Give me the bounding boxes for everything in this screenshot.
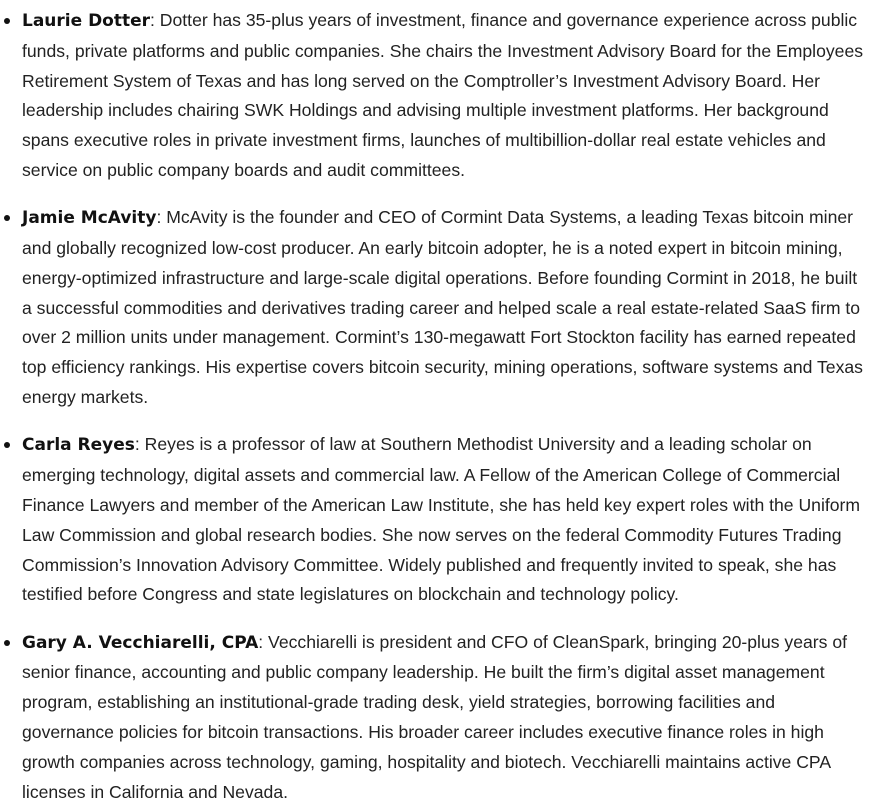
bio-text: : Reyes is a professor of law at Southern Methodist University and a leading scholar on emerging technology, digital assets and commercial law. A Fellow of the American College of Commercial Finance Lawyers and member of the American Law Institute, she has held key expert roles with the Uniform Law Commission and global research bodies. She now serves on the federal Commodity Futures Trading Commission’s Innovation Advisory Committee. Widely published and frequently invited to speak, she has testified before Congress and state legislatures on blockchain and technology policy. xyxy=(22,434,861,605)
bio-text: : Dotter has 35-plus years of investment, finance and governance experience across public funds, private platforms and public companies. She chairs the Investment Advisory Board for the Employees Retirement System of Texas and has long served on the Comptroller’s Investment Advisory Board. Her leadership includes chairing SWK Holdings and advising multiple investment platforms. Her background spans executive roles in private investment firms, launches of multibillion-dollar real estate vehicles and service on public company boards and audit committees. xyxy=(22,10,864,180)
bio-item-carla-reyes xyxy=(0,430,870,610)
bio-name: Carla Reyes xyxy=(22,435,135,456)
bullet-icon xyxy=(4,640,10,646)
bio-text: : Vecchiarelli is president and CFO of CleanSpark, bringing 20-plus years of senior finance, accounting and public company leadership. He built the firm’s digital asset management program, establishing an institutional-grade trading desk, yield strategies, borrowing facilities and governance policies for bitcoin transactions. His broader career includes executive finance roles in high growth companies across technology, gaming, hospitality and biotech. Vecchiarelli maintains active CPA licenses in California and Nevada. xyxy=(22,631,847,802)
bio-name: Jamie McAvity xyxy=(22,208,157,229)
bio-item-gary-vecchiarelli xyxy=(0,628,870,807)
bullet-icon xyxy=(4,442,10,448)
bio-name: Laurie Dotter xyxy=(22,11,151,31)
bio-name: Gary A. Vecchiarelli, CPA xyxy=(22,632,259,653)
bio-text: : McAvity is the founder and CEO of Cormint Data Systems, a leading Texas bitcoin miner and globally recognized low-cost producer. An early bitcoin adopter, he is a noted expert in bitcoin mining, energy-optimized infrastructure and large-scale digital operations. Before founding Cormint in 2018, he built a successful commodities and derivatives trading career and helped scale a real estate-related SaaS firm to over 2 million units under management. Cormint’s 130-megawatt Fort Stockton facility has earned repeated top efficiency rankings. His expertise covers bitcoin security, mining operations, software systems and Texas energy markets. xyxy=(22,207,863,408)
bio-item-jamie-mcavity xyxy=(0,203,870,413)
bio-item-laurie-dotter xyxy=(0,6,870,186)
bullet-icon xyxy=(4,215,10,221)
bullet-icon xyxy=(4,18,10,24)
